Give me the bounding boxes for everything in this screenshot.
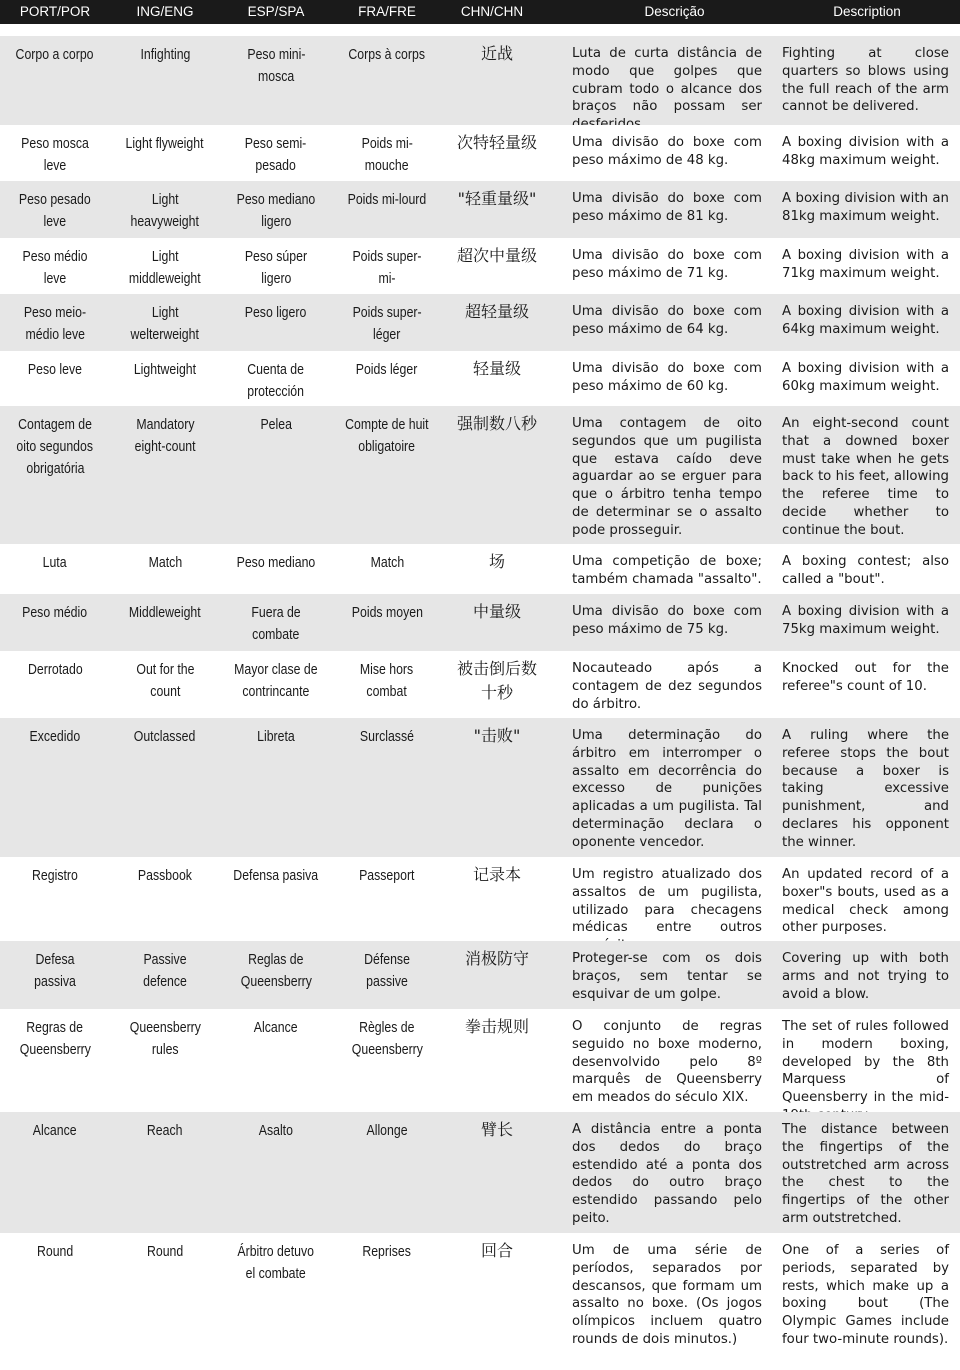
term-portuguese: Regras de Queensberry [19,1019,91,1058]
table-header [0,0,960,24]
term-spanish: Peso ligero [245,304,307,321]
term-english: Infighting [140,46,190,63]
header-chn: CHN/CHN [460,4,524,19]
term-spanish: Cuenta de protección [247,361,305,400]
term-french: Poids mi-lourd [347,191,427,208]
description-portuguese: Uma contagem de oito segundos que um pugilista que estava caído deve aguardar ao se erguer para que o árbitro tenha tempo de determinar se o assalto pode prosseguir. [572,416,762,538]
term-portuguese: Peso mosca leve [21,135,89,174]
description-portuguese: Uma divisão do boxe com peso máximo de 71 kg. [572,248,762,281]
term-chinese: 近战 [480,44,513,63]
table-row [0,1009,960,1112]
term-french: Poids super- léger [352,304,422,343]
term-chinese: 超次中量级 [456,246,537,265]
table-row [0,1233,960,1370]
term-french: Poids mi- mouche [361,135,413,174]
term-french: Corps à corps [348,46,426,63]
term-chinese: 轻量级 [472,359,521,378]
term-french: Poids super-mi- [352,248,422,287]
description-portuguese: Um de uma série de períodos, separados por descansos, que formam um assalto no boxe. (Os jogos olímpicos incluem quatro rounds de dois minutos.) [572,1243,762,1347]
description-english: Knocked out for the referee"s count of 10. [782,661,949,694]
header-spa: ESP/SPA [247,4,305,19]
table-row [0,941,960,1009]
term-portuguese: Peso pesado leve [19,191,91,230]
description-portuguese: O conjunto de regras seguido no boxe moderno, desenvolvido pelo 8º marquês de Queensberry em meados do século XIX. [572,1019,762,1106]
term-spanish: Pelea [260,416,292,433]
description-english: An updated record of a boxer"s bouts, used as a medical check among other purposes. [782,867,949,936]
term-english: Light middleweight [129,248,201,287]
term-french: Poids moyen [351,604,423,621]
table-row [0,544,960,594]
description-english: A boxing division with a 75kg maximum weight. [782,604,949,637]
term-spanish: Peso semi- pesado [245,135,307,174]
table-row [0,718,960,857]
term-french: Compte de huit obligatoire [345,416,429,455]
term-portuguese: Alcance [33,1122,77,1139]
term-spanish: Reglas de Queensberry [240,951,312,990]
term-chinese: 记录本 [472,865,521,884]
header-fra: FRA/FRE [358,4,416,19]
table-row [0,36,960,125]
term-english: Light welterweight [130,304,200,343]
description-portuguese: Uma divisão do boxe com peso máximo de 48 kg. [572,135,762,168]
term-spanish: Asalto [258,1122,294,1139]
term-chinese: 被击倒后数 十秒 [456,659,537,702]
description-portuguese: Nocauteado após a contagem de dez segundos do árbitro. [572,661,762,712]
term-french: Reprises [362,1243,412,1260]
description-portuguese: Uma divisão do boxe com peso máximo de 64 kg. [572,304,762,337]
term-chinese: "轻重量级" [457,189,537,208]
description-portuguese: Um registro atualizado dos assaltos de um pugilista, utilizado para checagens médicas entre outros [572,867,762,936]
term-portuguese: Excedido [29,728,81,745]
term-spanish: Peso mini- mosca [246,46,306,85]
term-english: Passbook [137,867,193,884]
term-english: Match [148,554,182,571]
description-portuguese: Uma divisão do boxe com peso máximo de 75 kg. [572,604,762,637]
description-english: A boxing contest; also called a "bout". [782,554,949,587]
description-english: A boxing division with a 48kg maximum weight. [782,135,949,168]
term-portuguese: Contagem de oito segundos obrigatória [16,416,94,477]
description-portuguese: Luta de curta distância de modo que golpes que cubram todo o alcance dos braços não possam ser [572,46,762,115]
table-row [0,594,960,651]
term-spanish: Fuera de combate [251,604,301,643]
table-row [0,1112,960,1233]
description-portuguese: Uma competição de boxe; também chamada "assalto". [572,554,762,587]
description-english: Fighting at close quarters so blows using the full reach of the arm cannot be delivered. [782,46,949,115]
term-english: Light heavyweight [130,191,200,230]
header-desc-en: Description [833,4,901,19]
description-english: The distance between the fingertips of the outstretched arm across the chest to the fingertips of the other arm outstretched. [782,1122,949,1226]
term-chinese: 次特轻量级 [456,133,537,152]
term-portuguese: Derrotado [27,661,83,678]
term-portuguese: Peso leve [27,361,83,378]
term-chinese: 消极防守 [464,949,529,968]
term-spanish: Árbitro detuvo el combate [237,1243,315,1282]
term-spanish: Defensa pasiva [233,867,319,884]
term-spanish: Peso súper ligero [244,248,308,287]
description-english: One of a series of periods, separated by rests, which make up a boxing bout (The Olympic Games include four two-minute rounds). [782,1243,949,1347]
term-chinese: 拳击规则 [464,1017,529,1036]
description-portuguese: A distância entre a ponta dos dedos do braço estendido até a ponta dos dedos do outro braço estendido passando pelo peito. [572,1122,762,1226]
term-portuguese: Peso meio- médio leve [23,304,87,343]
term-english: Queensberry rules [129,1019,201,1058]
table-row [0,238,960,294]
term-spanish: Peso mediano [236,554,316,571]
description-english: A boxing division with a 60kg maximum weight. [782,361,949,394]
table-row [0,857,960,941]
term-english: Round [146,1243,184,1260]
header-por: PORT/POR [19,4,91,19]
term-french: Poids léger [356,361,418,378]
term-french: Surclassé [359,728,414,745]
term-portuguese: Registro [32,867,78,884]
table-row [0,351,960,406]
term-english: Out for the count [135,661,195,700]
term-spanish: Alcance [254,1019,298,1036]
term-spanish: Libreta [257,728,295,745]
term-portuguese: Peso médio [22,604,88,621]
term-chinese: 中量级 [472,602,521,621]
term-chinese: 强制数八秒 [456,414,537,433]
term-spanish: Peso mediano ligero [236,191,316,230]
term-english: Mandatory eight-count [134,416,196,455]
description-english: A boxing division with a 64kg maximum weight. [782,304,949,337]
description-portuguese: Proteger-se com os dois braços, sem tentar se esquivar de um golpe. [572,951,762,1002]
term-english: Middleweight [129,604,201,621]
description-english: An eight-second count that a downed boxer must take when he gets back to his feet, allowing the referee time to decide whether to continue the bout. [782,416,949,538]
description-english: The set of rules followed in modern boxing, developed by the 8th Marquess of Queensberry in the mid- [782,1019,949,1106]
table-row [0,294,960,351]
term-french: Mise hors combat [360,661,414,700]
table-row [0,125,960,181]
term-portuguese: Corpo a corpo [16,46,94,63]
header-eng: ING/ENG [136,4,194,19]
term-chinese: "击败" [473,726,521,745]
table-row [0,406,960,544]
term-portuguese: Round [36,1243,74,1260]
table-row [0,181,960,238]
term-french: Passeport [359,867,415,884]
term-french: Défense passive [364,951,410,990]
header-desc-pt: Descrição [644,4,705,19]
term-portuguese: Luta [43,554,67,571]
table-row [0,651,960,718]
term-french: Match [370,554,404,571]
term-english: Outclassed [134,728,196,745]
description-english: A boxing division with a 71kg maximum weight. [782,248,949,281]
term-english: Passive defence [143,951,187,990]
description-portuguese: Uma determinação do árbitro em interromper o assalto em decorrência do excesso de punições aplicadas a um pugilista. Tal determinação declara o oponente vencedor. [572,728,762,850]
description-english: A ruling where the referee stops the bout because a boxer is taking excessive punishment, and declares his opponent the winner. [782,728,949,850]
term-chinese: 场 [488,552,505,571]
description-english: A boxing division with an 81kg maximum weight. [782,191,949,224]
term-english: Reach [147,1122,183,1139]
term-french: Allonge [366,1122,408,1139]
term-french: Règles de Queensberry [351,1019,423,1058]
description-portuguese: Uma divisão do boxe com peso máximo de 60 kg. [572,361,762,394]
header-gap [0,24,960,36]
term-english: Light flyweight [126,135,204,152]
term-chinese: 回合 [480,1241,513,1260]
description-portuguese: Uma divisão do boxe com peso máximo de 81 kg. [572,191,762,224]
term-chinese: 臂长 [480,1120,513,1139]
term-portuguese: Defesa passiva [34,951,76,990]
term-english: Lightweight [133,361,197,378]
term-spanish: Mayor clase de contrincante [234,661,318,700]
term-portuguese: Peso médio leve [22,248,88,287]
description-english: Covering up with both arms and not trying to avoid a blow. [782,951,949,1002]
term-chinese: 超轻量级 [464,302,529,321]
